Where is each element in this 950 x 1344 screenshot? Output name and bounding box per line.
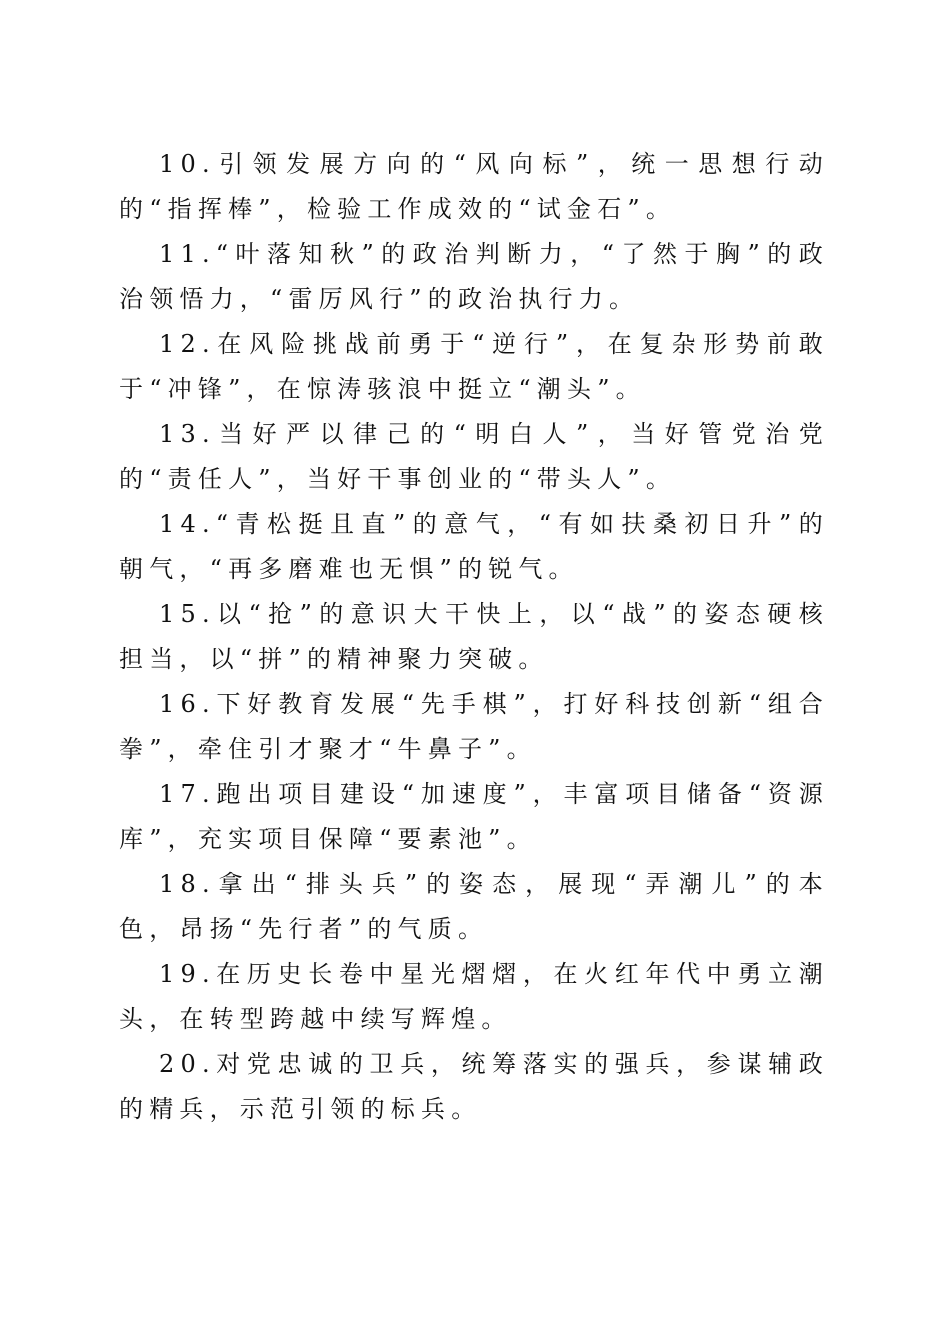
list-item-12: 12.在风险挑战前勇于“逆行”，在复杂形势前敢于“冲锋”，在惊涛骇浪中挺立“潮头”。	[119, 330, 829, 403]
list-item-14: 14.“青松挺且直”的意气，“有如扶桑初日升”的朝气，“再多磨难也无惧”的锐气。	[119, 510, 829, 583]
list-item-16: 16.下好教育发展“先手棋”，打好科技创新“组合拳”，牵住引才聚才“牛鼻子”。	[119, 690, 829, 763]
list-item-11: 11.“叶落知秋”的政治判断力，“了然于胸”的政治领悟力，“雷厉风行”的政治执行力。	[119, 240, 829, 313]
document-body	[119, 142, 829, 1132]
list-item-19: 19.在历史长卷中星光熠熠，在火红年代中勇立潮头，在转型跨越中续写辉煌。	[119, 960, 829, 1033]
list-item-15: 15.以“抢”的意识大干快上，以“战”的姿态硬核担当，以“拼”的精神聚力突破。	[119, 600, 829, 673]
list-item-13: 13.当好严以律己的“明白人”，当好管党治党的“责任人”，当好干事创业的“带头人”。	[119, 420, 829, 493]
list-item-20: 20.对党忠诚的卫兵，统筹落实的强兵，参谋辅政的精兵，示范引领的标兵。	[119, 1050, 829, 1123]
list-item-10: 10.引领发展方向的“风向标”，统一思想行动的“指挥棒”，检验工作成效的“试金石”。	[119, 150, 829, 223]
list-item-17: 17.跑出项目建设“加速度”，丰富项目储备“资源库”，充实项目保障“要素池”。	[119, 780, 829, 853]
list-item-18: 18.拿出“排头兵”的姿态，展现“弄潮儿”的本色，昂扬“先行者”的气质。	[119, 870, 829, 943]
